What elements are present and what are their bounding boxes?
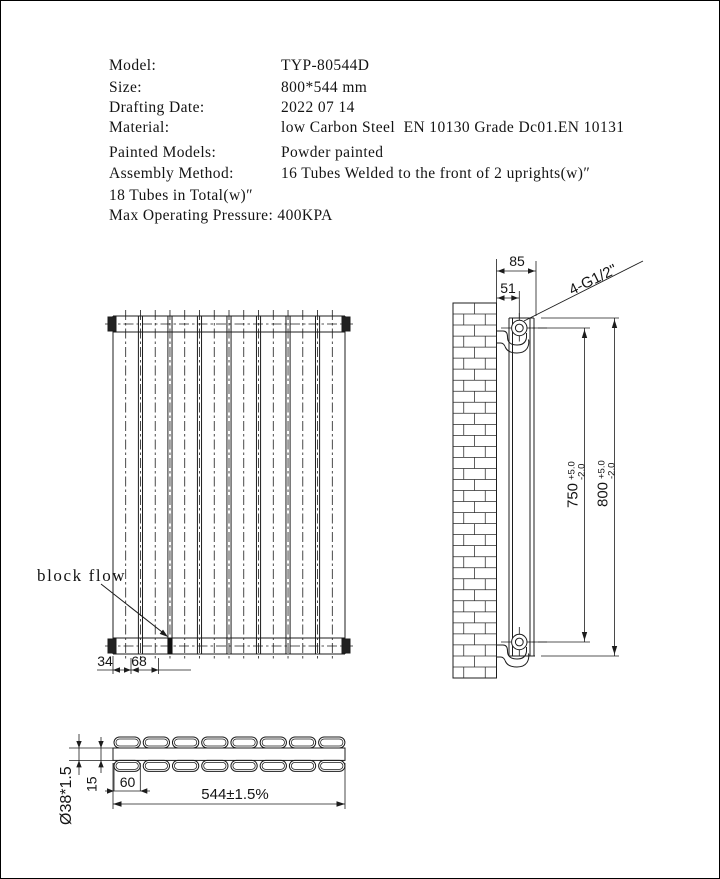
- overall-width-label: 544±1.5%: [201, 786, 269, 803]
- spec-line-tubes-total: 18 Tubes in Total(w)″: [109, 187, 253, 204]
- tube-wall-inner: [262, 739, 284, 746]
- row-offset-label: 15: [83, 776, 100, 792]
- tube-wall-inner: [291, 739, 313, 746]
- dimension-arrow: [582, 632, 587, 641]
- dimension-arrow: [140, 788, 147, 793]
- block-flow-plug: [168, 638, 173, 654]
- end-cap: [342, 317, 350, 331]
- spec-value-size: 800*544 mm: [281, 79, 368, 96]
- dimension-arrow: [612, 320, 617, 329]
- connection-spec-label: 4-G1/2": [566, 261, 620, 299]
- tube-wall-inner: [174, 762, 196, 769]
- end-cap: [108, 639, 116, 653]
- spec-value-assembly: 16 Tubes Welded to the front of 2 uprights(w)″: [281, 165, 591, 182]
- section-view: [58, 734, 345, 825]
- dimension-arrow: [113, 801, 122, 806]
- dimension-arrow: [498, 295, 505, 300]
- dimension-arrow: [98, 741, 103, 748]
- dim-edge-offset-label: 34: [97, 653, 113, 669]
- dim-connection-height: [565, 461, 588, 508]
- tube-wall-inner: [233, 739, 255, 746]
- tube-wall-inner: [174, 739, 196, 746]
- pipe-connection-inner: [515, 638, 523, 646]
- tube-wall-inner: [145, 739, 167, 746]
- dim-overall-height: [595, 460, 618, 507]
- dim-overall-height-value: 800: [594, 481, 612, 507]
- dim-tube-pitch-label: 68: [131, 653, 147, 669]
- tube-wall-inner: [204, 739, 226, 746]
- tube-wall-inner: [204, 762, 226, 769]
- radiator-drawing: [1, 1, 718, 877]
- spec-value-model: TYP-80544D: [281, 57, 370, 74]
- dimension-arrow: [528, 268, 535, 273]
- dimension-arrow: [612, 646, 617, 655]
- dimension-arrow: [152, 667, 159, 672]
- tube-wall-inner: [233, 762, 255, 769]
- tube-wall-inner: [321, 739, 343, 746]
- front-view: [37, 310, 353, 674]
- tube-wall-inner: [291, 762, 313, 769]
- dim-depth-label: 85: [509, 253, 525, 269]
- header-bar-section: [113, 748, 345, 760]
- spec-table: [109, 57, 624, 224]
- spec-label-material: Material:: [109, 119, 170, 136]
- tube-width-label: 60: [119, 774, 136, 790]
- side-view: [453, 253, 643, 678]
- tube-wall-inner: [145, 762, 167, 769]
- end-cap: [108, 317, 116, 331]
- dimension-arrow: [498, 268, 505, 273]
- spec-value-material: low Carbon Steel EN 10130 Grade Dc01.EN 10131: [281, 119, 625, 136]
- dimension-arrow: [76, 741, 81, 748]
- block-flow-label: block flow: [37, 566, 127, 585]
- dimension-arrow: [337, 801, 346, 806]
- dim-overall-height-tol-minus: -2.0: [606, 462, 618, 479]
- end-cap: [342, 639, 350, 653]
- dim-overall-height-tol-plus: +5.0: [596, 460, 608, 479]
- dim-connection-height-tol-minus: -2.0: [576, 463, 588, 480]
- tube-wall-inner: [116, 762, 138, 769]
- tube-wall-inner: [262, 762, 284, 769]
- pipe-connection-inner: [515, 324, 523, 332]
- dimension-arrow: [124, 667, 131, 672]
- spec-label-painted: Painted Models:: [109, 144, 217, 161]
- tube-spec-dim: [58, 766, 75, 825]
- row-offset-dim: [84, 776, 100, 792]
- tube-wall-inner: [321, 762, 343, 769]
- spec-label-size: Size:: [109, 79, 142, 96]
- spec-label-model: Model:: [109, 57, 157, 74]
- tube-wall-inner: [116, 739, 138, 746]
- dimension-arrow: [98, 760, 103, 767]
- dimension-arrow: [76, 760, 81, 767]
- dim-connection-height-tol-plus: +5.0: [566, 461, 578, 480]
- spec-label-date: Drafting Date:: [109, 99, 205, 116]
- front-view-geometry: [97, 310, 353, 674]
- dimension-arrow: [582, 330, 587, 339]
- dim-wall-to-center-label: 51: [500, 280, 516, 296]
- tube-spec-label: Ø38*1.5: [58, 766, 75, 825]
- block-flow-leader: [101, 584, 167, 636]
- dimension-arrow: [113, 667, 120, 672]
- dimension-arrow: [511, 295, 518, 300]
- spec-line-max-pressure: Max Operating Pressure: 400KPA: [109, 207, 333, 224]
- spec-value-painted: Powder painted: [281, 144, 384, 161]
- dim-connection-height-value: 750: [564, 482, 582, 508]
- spec-value-date: 2022 07 14: [281, 99, 355, 116]
- spec-label-assembly: Assembly Method:: [109, 165, 234, 182]
